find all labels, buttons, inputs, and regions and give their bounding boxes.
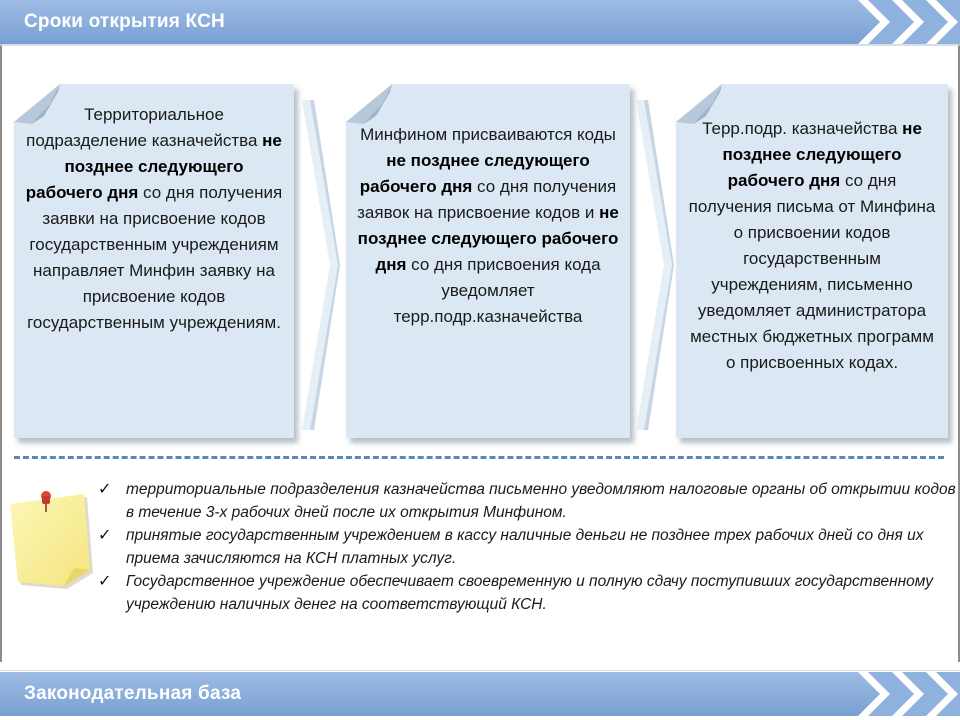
list-item <box>96 570 956 616</box>
body-text: Минфином присваиваются коды <box>360 125 616 144</box>
emphasis-text: не позднее следующего рабочего дня <box>359 151 590 196</box>
header-banner <box>0 0 960 48</box>
note-text: принятые государственным учреждением в кассу наличные деньги не позднее трех рабочих дней со дня их приема зачисляются на КСН платных услуг. <box>126 527 924 567</box>
body-text: Территориальное подразделение казначейства <box>26 105 263 150</box>
body-text: со дня присвоения кода уведомляет терр.подр.казначейства <box>393 255 601 326</box>
step-3-text <box>686 116 938 376</box>
step-card-2 <box>346 84 630 438</box>
step-1-text <box>24 102 284 336</box>
step-card-3 <box>676 84 948 438</box>
step-card-1 <box>14 84 294 438</box>
check-mark-icon: ✓ <box>98 573 112 590</box>
body-text: со дня получения заявки на присвоение кодов государственным учреждениям направляет Минфин заявку на присвоение кодов государственным учреждениям. <box>27 183 283 332</box>
dashed-divider <box>14 456 944 460</box>
notes-list <box>96 478 956 616</box>
list-item <box>96 524 956 570</box>
body-text: со дня получения заявок на присвоение кодов и <box>357 177 617 222</box>
note-text: территориальные подразделения казначейства письменно уведомляют налоговые органы об открытии кодов в течение 3-х рабочих дней после их открытия Минфином. <box>126 481 956 521</box>
step-2-text <box>356 122 620 330</box>
check-mark-icon: ✓ <box>98 481 112 498</box>
page-title: Сроки открытия КСН <box>24 11 225 32</box>
note-text: Государственное учреждение обеспечивает своевременную и полную сдачу поступивших государственному учреждению наличных денег на соответствующий КСН. <box>126 573 933 613</box>
emphasis-text: не позднее следующего рабочего дня <box>25 131 282 202</box>
footer-banner <box>0 670 960 718</box>
check-mark-icon: ✓ <box>98 527 112 544</box>
sticky-note-icon <box>4 482 96 592</box>
emphasis-text: не позднее следующего рабочего дня <box>722 119 922 190</box>
list-item <box>96 478 956 524</box>
chevron-right-icon <box>634 100 674 430</box>
body-text: Терр.подр. казначейства <box>702 119 903 138</box>
section-title: Законодательная база <box>24 683 242 704</box>
emphasis-text: не позднее следующего рабочего дня <box>357 203 619 274</box>
body-text: со дня получения письма от Минфина о присвоении кодов государственным учреждениям, письменно уведомляет администратора местных бюджетных программ о присвоенных кодах. <box>688 171 936 372</box>
chevron-right-icon <box>300 100 340 430</box>
